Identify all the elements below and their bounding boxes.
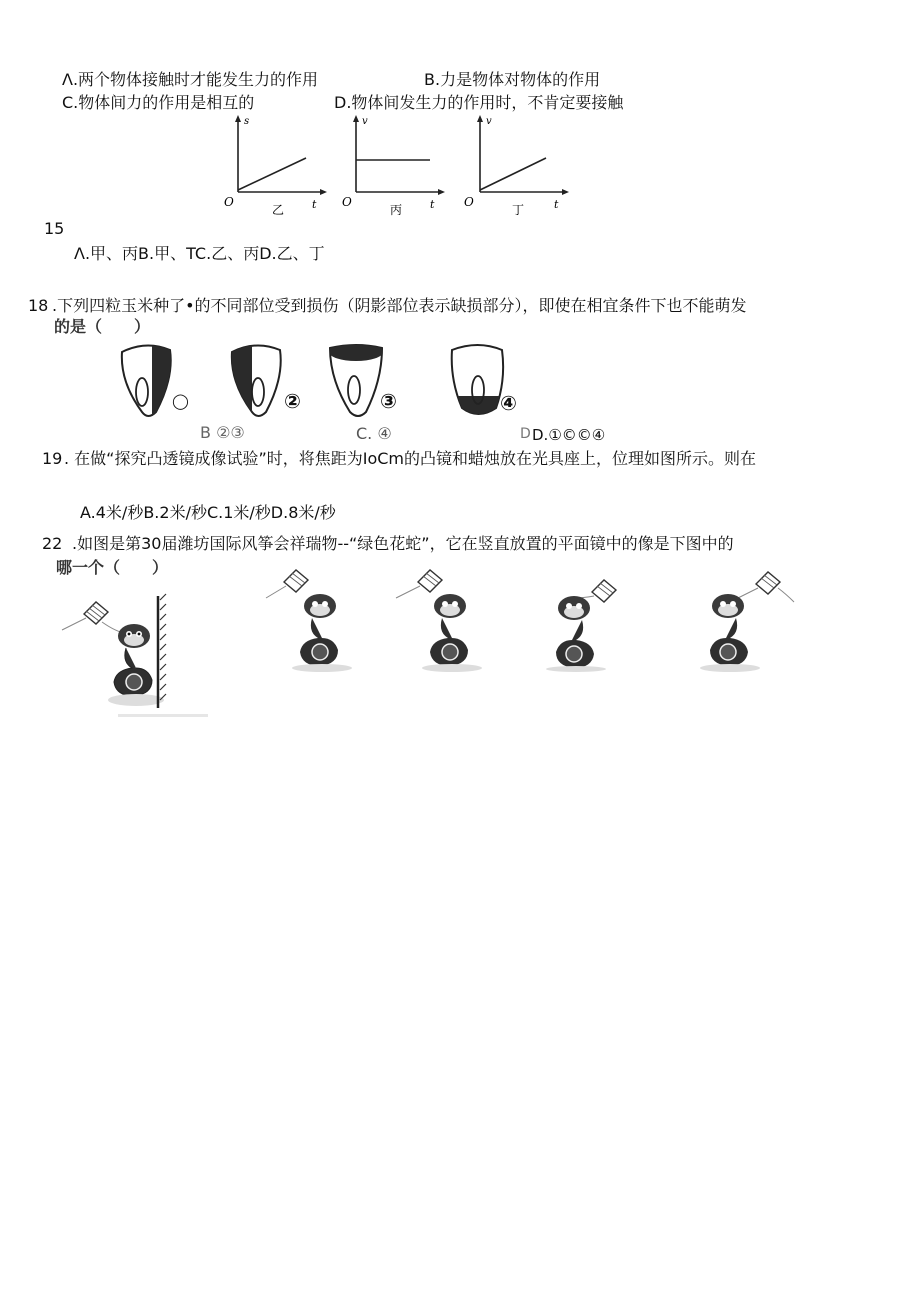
snake-option-3-figure [522,562,632,672]
seed-4-label: ④ [500,391,517,415]
graph-ding-name: 丁 [512,203,525,217]
q22-text-line2: 哪一个（ ） [56,558,169,577]
snake-mascot-icon [108,624,164,706]
graph-yi [220,112,330,216]
seed-3-label: ③ [380,389,397,413]
q19-text: . 在做“探究凸透镜成像试验”时，将焦距为IoCm的凸镜和蜡烛放在光具座上，位理如图所示。则在 [64,449,757,468]
snake-option-4-figure [680,562,800,672]
graph-ding-origin: O [464,195,474,209]
q14-option-c: C.物体间力的作用是相互的 [62,93,255,112]
graph-yi-name: 乙 [272,203,285,217]
q18-option-b-fragment: B ②③ [200,423,245,442]
snake-option-1-figure [262,562,372,672]
q18-option-d-mark: D [520,426,531,442]
graph-bing-ylabel: v [362,116,368,127]
seed-1-figure [112,342,194,422]
q18-text-line1: .下列四粒玉米种了•的不同部位受到损伤（阴影部位表示缺损部分），即使在相宜条件下也不能萌发 [52,296,747,315]
q18-option-d: D.①©©④ [532,426,606,444]
seed-1-label: ◯ [172,392,189,410]
q22-text-line1: .如图是第30届潍坊国际风筝会祥瑞物--“绿色花蛇”，它在竖直放置的平面镜中的像是下图中的 [72,534,734,553]
graph-ding-xlabel: t [554,198,559,211]
vertical-mirror [158,594,166,708]
q18-number: 18 [28,296,49,315]
q14-option-a: Λ.两个物体接触时才能发生力的作用 [62,70,319,89]
q18-option-c-fragment: C. ④ [356,424,392,443]
q15-options: Λ.甲、丙B.甲、TC.乙、丙D.乙、丁 [74,244,325,263]
q15-number: 15 [44,219,65,238]
q18-text-line2: 的是（ ） [54,317,151,336]
graph-bing [338,112,448,216]
seed-2-label: ② [284,389,301,413]
snake-option-2-figure [388,562,498,672]
q19-options: A.4米/秒B.2米/秒C.1米/秒D.8米/秒 [80,503,336,522]
graph-bing-origin: O [342,195,352,209]
kite-icon [62,602,128,634]
graph-bing-xlabel: t [430,198,435,211]
q14-option-b: B.力是物体对物体的作用 [424,70,601,89]
graph-yi-xlabel: t [312,198,317,211]
snake-with-mirror-figure [56,588,216,720]
q19-number: 19 [42,449,63,468]
graph-bing-name: 丙 [390,203,403,217]
q14-option-d: D.物体间发生力的作用时，不肯定要接触 [334,93,624,112]
q22-number: 22 [42,534,63,553]
graph-ding-ylabel: v [486,116,492,127]
graph-ding [462,112,572,216]
graph-yi-ylabel: s [244,116,250,127]
graph-yi-origin: O [224,195,234,209]
